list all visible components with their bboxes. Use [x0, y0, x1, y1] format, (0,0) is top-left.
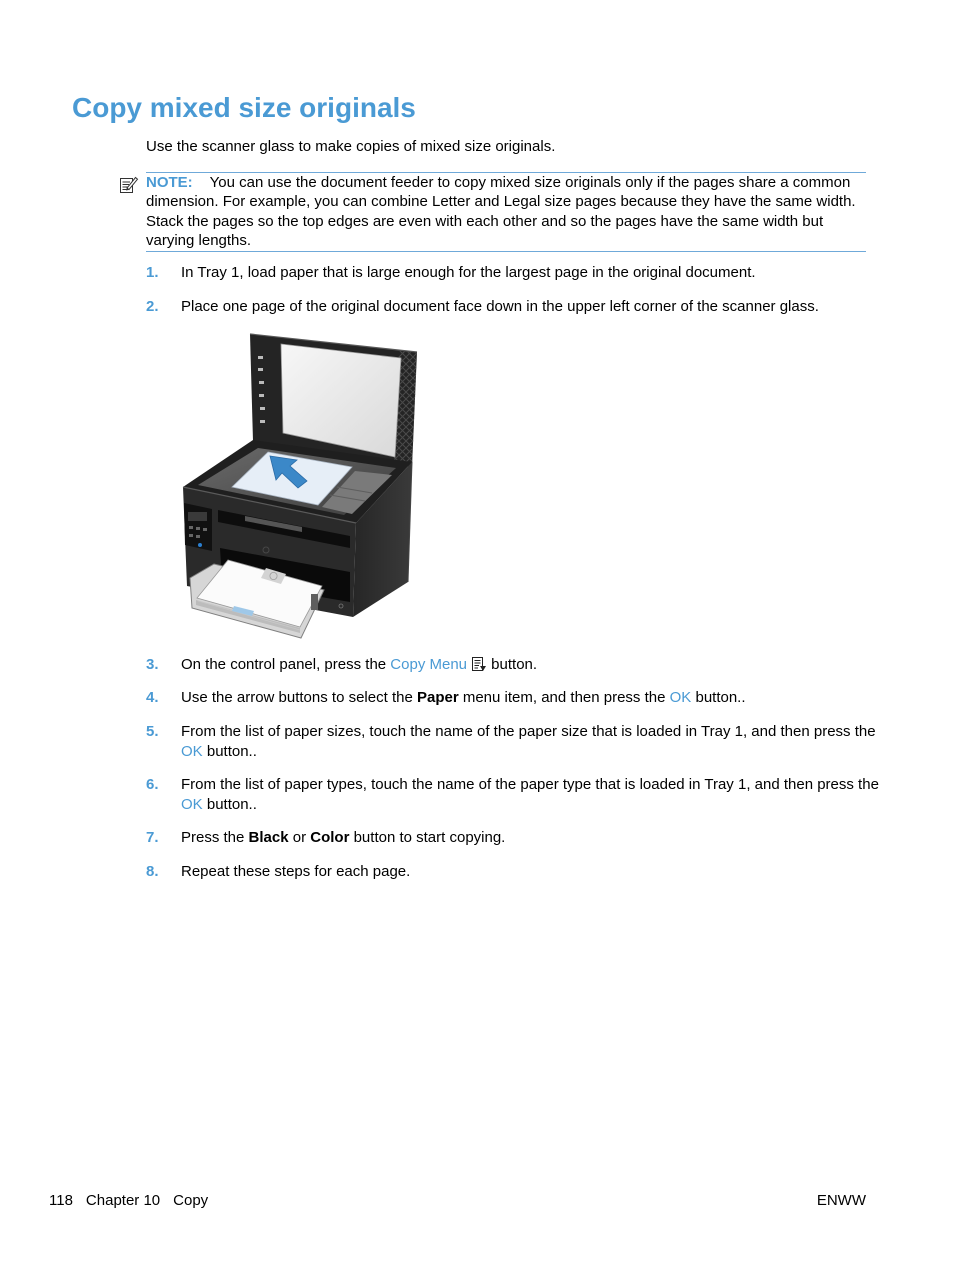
step-number: 8.: [146, 863, 159, 880]
step-text-segment: menu item, and then press the: [458, 689, 670, 706]
step-text-segment: From the list of paper sizes, touch the name of the paper size that is loaded in Tray 1, and then press the: [181, 723, 876, 740]
ok-button-reference: OK: [669, 689, 692, 706]
step-item: [146, 722, 886, 761]
step-number: 4.: [146, 689, 159, 706]
step-item: [146, 828, 886, 848]
step-text: [181, 722, 881, 761]
intro-paragraph: Use the scanner glass to make copies of mixed size originals.: [146, 138, 556, 155]
color-button-reference: Color: [310, 829, 350, 846]
step-text-segment: button..: [202, 795, 257, 813]
step-text-segment: or: [288, 829, 311, 846]
footer-section: Copy: [173, 1192, 209, 1209]
step-text-segment: button.: [487, 656, 538, 673]
page-footer: [49, 1191, 221, 1211]
step-text: [181, 688, 881, 708]
note-box: [146, 172, 866, 252]
step-text-segment: From the list of paper types, touch the name of the paper type that is loaded in Tray 1, and then press the: [181, 776, 879, 793]
step-item: [146, 297, 886, 317]
step-number: 7.: [146, 829, 159, 846]
step-text: [181, 775, 881, 814]
step-text-segment: button..: [202, 742, 257, 760]
note-label: NOTE:: [146, 174, 193, 191]
copy-menu-reference: Copy Menu: [390, 656, 468, 673]
step-text-segment: button..: [691, 689, 746, 706]
step-text-segment: button to start copying.: [349, 829, 506, 846]
printer-scanner-illustration: [180, 330, 420, 642]
black-button-reference: Black: [248, 829, 289, 846]
step-text-segment: On the control panel, press the: [181, 656, 391, 673]
step-text: [181, 862, 881, 882]
step-text: [181, 828, 881, 848]
step-item: [146, 862, 886, 882]
page-number: 118: [49, 1192, 73, 1209]
step-text: [181, 263, 881, 283]
step-item: [146, 263, 886, 283]
copy-menu-icon: [471, 656, 487, 672]
step-text-segment: Repeat these steps for each page.: [181, 863, 411, 880]
page-title: Copy mixed size originals: [72, 92, 416, 123]
step-item: [146, 775, 886, 814]
step-number: 6.: [146, 776, 159, 793]
step-number: 1.: [146, 264, 159, 281]
note-text: You can use the document feeder to copy mixed size originals only if the pages share a common dimension. For example, you can combine Letter and Legal size pages because they have the same width. Stack the pages so the top edges are even with each other and so the pages have the same width but varying lengths.: [146, 174, 856, 250]
step-text-segment: Place one page of the original document face down in the upper left corner of the scanner glass.: [181, 298, 819, 315]
footer-locale: ENWW: [816, 1192, 866, 1209]
step-number: 5.: [146, 723, 159, 740]
step-text: [181, 297, 881, 317]
control-panel: [184, 503, 212, 551]
step-number: 2.: [146, 298, 159, 315]
step-text-segment: Use the arrow buttons to select the: [181, 689, 417, 706]
step-item: [146, 655, 886, 675]
footer-chapter: Chapter 10: [85, 1192, 161, 1209]
paper-menu-reference: Paper: [416, 689, 459, 706]
step-text-segment: Press the: [181, 829, 249, 846]
note-icon: [119, 175, 139, 194]
ok-button-reference: OK: [181, 742, 203, 760]
ok-button-reference: OK: [181, 795, 203, 813]
step-item: [146, 688, 886, 708]
step-text-segment: In Tray 1, load paper that is large enough for the largest page in the original document.: [181, 264, 756, 281]
step-text: [181, 655, 881, 675]
step-number: 3.: [146, 656, 159, 673]
